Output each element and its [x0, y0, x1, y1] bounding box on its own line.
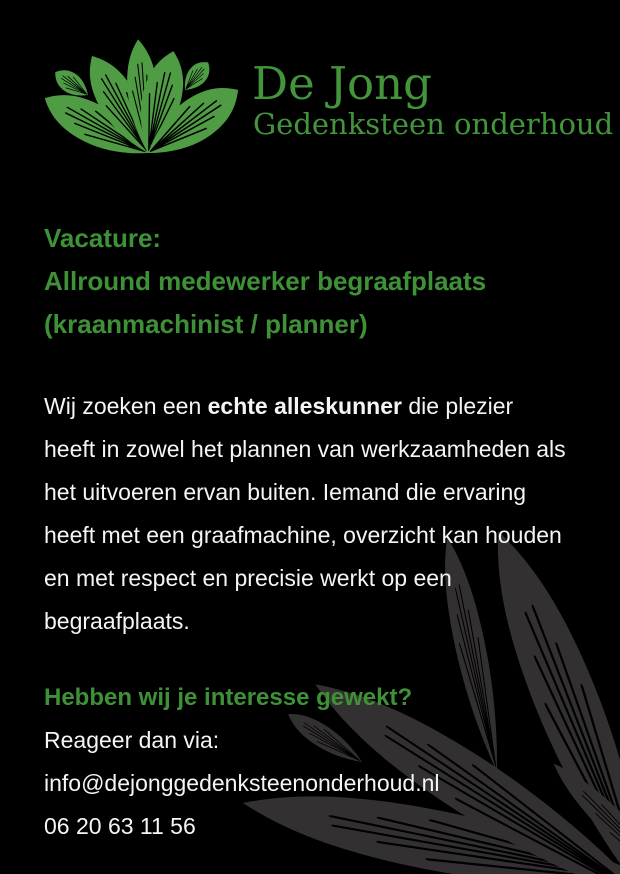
body-text: Wij zoeken een — [44, 393, 208, 419]
contact-block — [44, 676, 440, 848]
cta-instruction: Reageer dan via: — [44, 727, 220, 753]
lotus-leaves-icon — [35, 38, 250, 170]
vacancy-heading-line: Allround medewerker begraafplaats — [44, 266, 487, 296]
vacancy-heading — [44, 217, 486, 346]
body-text: die plezier — [401, 393, 514, 419]
body-text-bold: echte alleskunner — [207, 393, 402, 419]
contact-phone: 06 20 63 11 56 — [44, 813, 196, 839]
body-line: het uitvoeren ervan buiten. Iemand die ervaring — [44, 479, 527, 505]
contact-email: info@dejonggedenksteenonderhoud.nl — [44, 770, 440, 796]
vacancy-description — [44, 385, 566, 643]
cta-question: Hebben wij je interesse gewekt? — [44, 684, 413, 711]
body-line — [44, 385, 566, 428]
vacancy-heading-line: (kraanmachinist / planner) — [44, 309, 368, 339]
body-line: heeft met een graafmachine, overzicht kan houden — [44, 522, 562, 548]
body-line: heeft in zowel het plannen van werkzaamheden als — [44, 436, 566, 462]
body-line: en met respect en precisie werkt op een — [44, 565, 452, 591]
company-tagline: Gedenksteen onderhoud — [253, 107, 614, 141]
vacancy-heading-line: Vacature: — [44, 223, 162, 253]
company-name: De Jong — [252, 57, 432, 110]
body-line: begraafplaats. — [44, 608, 190, 634]
